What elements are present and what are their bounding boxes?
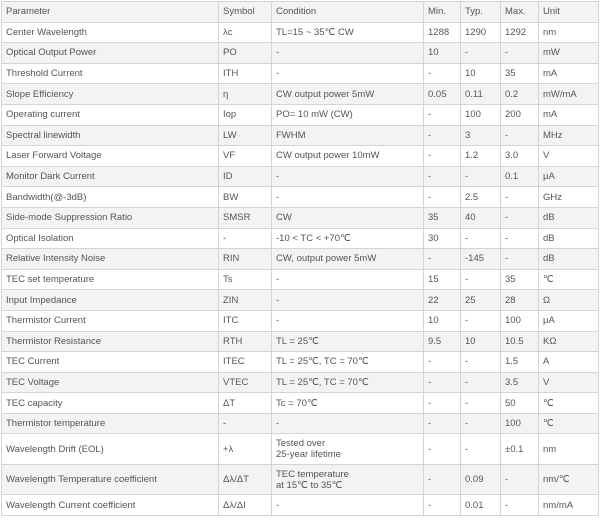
cell-unit: mA	[539, 104, 599, 125]
cell-unit: KΩ	[539, 331, 599, 352]
cell-condition: TL=15 ~ 35℃ CW	[272, 22, 424, 43]
cell-max: 0.2	[501, 84, 539, 105]
header-unit: Unit	[539, 2, 599, 23]
cell-min: 22	[424, 290, 461, 311]
cell-max: 3.5	[501, 372, 539, 393]
cell-typ: 25	[461, 290, 501, 311]
cell-min: -	[424, 63, 461, 84]
table-row	[2, 228, 599, 249]
cell-symbol: ITEC	[219, 352, 272, 373]
table-row	[2, 146, 599, 167]
cell-parameter: Optical Output Power	[2, 43, 219, 64]
cell-symbol: VF	[219, 146, 272, 167]
cell-min: -	[424, 393, 461, 414]
cell-parameter: Threshold Current	[2, 63, 219, 84]
cell-symbol: ITC	[219, 310, 272, 331]
specification-table-body	[2, 2, 599, 516]
cell-max: -	[501, 125, 539, 146]
cell-typ: -	[461, 413, 501, 434]
cell-min: 10	[424, 310, 461, 331]
cell-symbol: PO	[219, 43, 272, 64]
table-row	[2, 166, 599, 187]
cell-max: -	[501, 228, 539, 249]
table-row	[2, 310, 599, 331]
cell-min: -	[424, 372, 461, 393]
cell-unit: μA	[539, 310, 599, 331]
table-row	[2, 352, 599, 373]
cell-parameter: Side-mode Suppression Ratio	[2, 207, 219, 228]
cell-typ: 0.09	[461, 464, 501, 495]
cell-typ: 1.2	[461, 146, 501, 167]
cell-min: 15	[424, 269, 461, 290]
cell-unit: ℃	[539, 393, 599, 414]
cell-max: -	[501, 464, 539, 495]
cell-max: 100	[501, 413, 539, 434]
cell-condition: -	[272, 166, 424, 187]
cell-min: 30	[424, 228, 461, 249]
cell-unit: GHz	[539, 187, 599, 208]
cell-typ: 0.01	[461, 495, 501, 516]
cell-max: ±0.1	[501, 434, 539, 465]
cell-condition: -	[272, 413, 424, 434]
cell-min: -	[424, 464, 461, 495]
cell-parameter: Wavelength Current coefficient	[2, 495, 219, 516]
cell-symbol: ΔT	[219, 393, 272, 414]
cell-condition: FWHM	[272, 125, 424, 146]
table-row	[2, 434, 599, 465]
table-row	[2, 413, 599, 434]
cell-typ: -	[461, 228, 501, 249]
cell-typ: 10	[461, 331, 501, 352]
cell-condition: -	[272, 187, 424, 208]
cell-condition: TL = 25℃, TC = 70℃	[272, 352, 424, 373]
cell-unit: mW/mA	[539, 84, 599, 105]
cell-unit: V	[539, 372, 599, 393]
cell-parameter: Relative Intensity Noise	[2, 249, 219, 270]
cell-min: 1288	[424, 22, 461, 43]
cell-symbol: Ts	[219, 269, 272, 290]
table-row	[2, 495, 599, 516]
cell-condition: CW output power 10mW	[272, 146, 424, 167]
cell-condition: -	[272, 290, 424, 311]
header-typ: Typ.	[461, 2, 501, 23]
cell-max: 10.5	[501, 331, 539, 352]
cell-max: 1292	[501, 22, 539, 43]
cell-min: 10	[424, 43, 461, 64]
table-row	[2, 125, 599, 146]
header-symbol: Symbol	[219, 2, 272, 23]
table-row	[2, 372, 599, 393]
cell-max: -	[501, 187, 539, 208]
cell-parameter: Wavelength Temperature coefficient	[2, 464, 219, 495]
header-parameter: Parameter	[2, 2, 219, 23]
cell-unit: ℃	[539, 413, 599, 434]
cell-min: -	[424, 146, 461, 167]
cell-condition: -	[272, 495, 424, 516]
cell-typ: -	[461, 372, 501, 393]
cell-max: 3.0	[501, 146, 539, 167]
cell-symbol: VTEC	[219, 372, 272, 393]
cell-unit: nm	[539, 22, 599, 43]
cell-condition: TL = 25℃	[272, 331, 424, 352]
cell-unit: μA	[539, 166, 599, 187]
cell-max: 0.1	[501, 166, 539, 187]
cell-unit: dB	[539, 249, 599, 270]
cell-condition: TEC temperature at 15℃ to 35℃	[272, 464, 424, 495]
cell-unit: V	[539, 146, 599, 167]
cell-min: -	[424, 187, 461, 208]
cell-parameter: Optical Isolation	[2, 228, 219, 249]
cell-symbol: +λ	[219, 434, 272, 465]
cell-typ: -145	[461, 249, 501, 270]
cell-unit: nm	[539, 434, 599, 465]
table-row	[2, 22, 599, 43]
cell-parameter: TEC set temperature	[2, 269, 219, 290]
cell-parameter: Laser Forward Voltage	[2, 146, 219, 167]
cell-max: -	[501, 495, 539, 516]
cell-min: -	[424, 125, 461, 146]
cell-symbol: SMSR	[219, 207, 272, 228]
cell-min: -	[424, 166, 461, 187]
cell-parameter: Center Wavelength	[2, 22, 219, 43]
cell-max: 200	[501, 104, 539, 125]
cell-symbol: λc	[219, 22, 272, 43]
cell-parameter: Thermistor Resistance	[2, 331, 219, 352]
cell-symbol: η	[219, 84, 272, 105]
cell-symbol: LW	[219, 125, 272, 146]
cell-unit: mW	[539, 43, 599, 64]
cell-min: 0.05	[424, 84, 461, 105]
cell-typ: 100	[461, 104, 501, 125]
cell-symbol: Δλ/ΔT	[219, 464, 272, 495]
cell-max: -	[501, 207, 539, 228]
table-row	[2, 331, 599, 352]
cell-min: -	[424, 413, 461, 434]
cell-symbol: ZIN	[219, 290, 272, 311]
cell-parameter: Bandwidth(@-3dB)	[2, 187, 219, 208]
cell-condition: TL = 25℃, TC = 70℃	[272, 372, 424, 393]
table-row	[2, 464, 599, 495]
cell-symbol: -	[219, 413, 272, 434]
cell-parameter: Wavelength Drift (EOL)	[2, 434, 219, 465]
cell-unit: nm/mA	[539, 495, 599, 516]
cell-min: 35	[424, 207, 461, 228]
cell-typ: -	[461, 434, 501, 465]
cell-typ: 0.11	[461, 84, 501, 105]
cell-condition: CW output power 5mW	[272, 84, 424, 105]
cell-typ: 2.5	[461, 187, 501, 208]
cell-typ: 1290	[461, 22, 501, 43]
cell-parameter: Spectral linewidth	[2, 125, 219, 146]
cell-unit: dB	[539, 228, 599, 249]
cell-symbol: ITH	[219, 63, 272, 84]
cell-condition: PO= 10 mW (CW)	[272, 104, 424, 125]
cell-symbol: Iop	[219, 104, 272, 125]
cell-condition: -	[272, 43, 424, 64]
cell-typ: 40	[461, 207, 501, 228]
table-header-row	[2, 2, 599, 23]
table-row	[2, 63, 599, 84]
cell-parameter: Thermistor Current	[2, 310, 219, 331]
table-row	[2, 187, 599, 208]
cell-unit: MHz	[539, 125, 599, 146]
cell-unit: ℃	[539, 269, 599, 290]
cell-condition: -	[272, 310, 424, 331]
cell-symbol: -	[219, 228, 272, 249]
cell-condition: -	[272, 63, 424, 84]
cell-unit: dB	[539, 207, 599, 228]
cell-min: -	[424, 104, 461, 125]
cell-symbol: BW	[219, 187, 272, 208]
cell-max: 35	[501, 269, 539, 290]
cell-min: -	[424, 249, 461, 270]
cell-max: 1.5	[501, 352, 539, 373]
cell-min: -	[424, 495, 461, 516]
cell-symbol: Δλ/ΔI	[219, 495, 272, 516]
cell-typ: -	[461, 352, 501, 373]
cell-condition: -10 < TC < +70℃	[272, 228, 424, 249]
cell-parameter: TEC Current	[2, 352, 219, 373]
cell-parameter: Thermistor temperature	[2, 413, 219, 434]
header-min: Min.	[424, 2, 461, 23]
cell-parameter: Slope Efficiency	[2, 84, 219, 105]
cell-min: -	[424, 434, 461, 465]
cell-typ: -	[461, 310, 501, 331]
cell-typ: 10	[461, 63, 501, 84]
cell-max: 35	[501, 63, 539, 84]
cell-max: 100	[501, 310, 539, 331]
cell-parameter: TEC capacity	[2, 393, 219, 414]
cell-parameter: TEC Voltage	[2, 372, 219, 393]
cell-typ: -	[461, 269, 501, 290]
header-max: Max.	[501, 2, 539, 23]
cell-parameter: Monitor Dark Current	[2, 166, 219, 187]
cell-max: -	[501, 249, 539, 270]
cell-typ: -	[461, 166, 501, 187]
table-row	[2, 104, 599, 125]
cell-min: 9.5	[424, 331, 461, 352]
cell-condition: Tested over 25-year lifetime	[272, 434, 424, 465]
cell-max: 50	[501, 393, 539, 414]
cell-unit: mA	[539, 63, 599, 84]
table-row	[2, 393, 599, 414]
header-condition: Condition	[272, 2, 424, 23]
cell-max: -	[501, 43, 539, 64]
cell-symbol: RIN	[219, 249, 272, 270]
table-row	[2, 249, 599, 270]
cell-unit: A	[539, 352, 599, 373]
cell-condition: CW, output power 5mW	[272, 249, 424, 270]
cell-symbol: ID	[219, 166, 272, 187]
specification-table	[1, 1, 599, 516]
table-row	[2, 84, 599, 105]
cell-unit: Ω	[539, 290, 599, 311]
cell-condition: CW	[272, 207, 424, 228]
cell-parameter: Operating current	[2, 104, 219, 125]
cell-parameter: Input Impedance	[2, 290, 219, 311]
cell-condition: -	[272, 269, 424, 290]
cell-typ: -	[461, 393, 501, 414]
cell-max: 28	[501, 290, 539, 311]
cell-condition: Tc = 70℃	[272, 393, 424, 414]
table-row	[2, 290, 599, 311]
table-row	[2, 269, 599, 290]
table-row	[2, 207, 599, 228]
cell-typ: 3	[461, 125, 501, 146]
cell-unit: nm/℃	[539, 464, 599, 495]
cell-symbol: RTH	[219, 331, 272, 352]
cell-typ: -	[461, 43, 501, 64]
table-row	[2, 43, 599, 64]
cell-min: -	[424, 352, 461, 373]
